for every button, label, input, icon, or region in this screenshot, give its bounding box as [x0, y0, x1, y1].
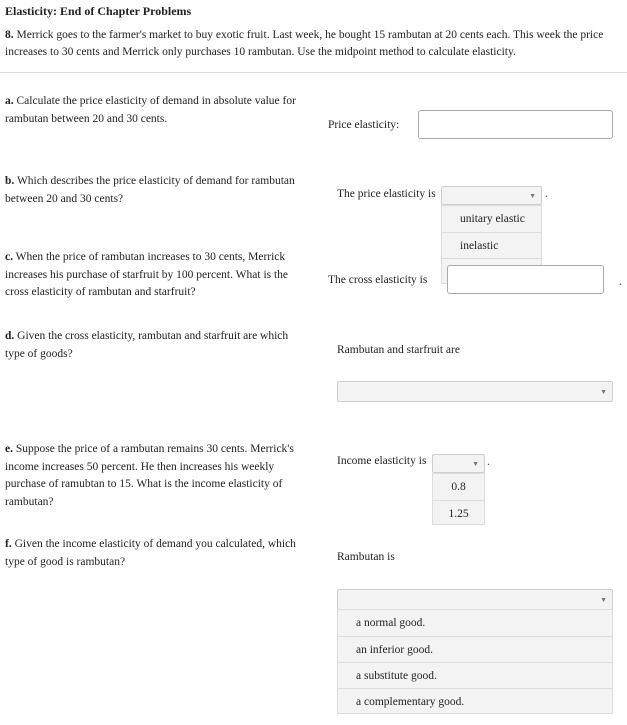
cross-elasticity-label: The cross elasticity is: [328, 274, 428, 286]
price-elasticity-input[interactable]: [418, 110, 613, 139]
question-letter: b.: [5, 175, 15, 187]
question-text: Suppose the price of a rambutan remains 30 cents. Merrick's income increases 50 percent. He then increases his weekly purchase of ramubtan to 15. What is the income elasticity of rambutan?: [5, 443, 294, 508]
question-letter: f.: [5, 538, 12, 550]
income-elasticity-label: Income elasticity is: [337, 455, 427, 467]
chevron-down-icon: ▼: [472, 459, 479, 468]
divider: [0, 72, 627, 73]
chevron-down-icon: ▼: [600, 595, 607, 604]
goods-type-select[interactable]: [337, 381, 613, 402]
income-elasticity-select[interactable]: [432, 454, 485, 473]
question-d: [5, 328, 305, 363]
option-substitute-good[interactable]: a substitute good.: [338, 662, 612, 688]
cross-elasticity-input[interactable]: [447, 265, 604, 294]
chevron-down-icon: ▼: [529, 191, 536, 200]
problem-number: 8.: [5, 29, 14, 41]
price-elasticity-type-label: The price elasticity is: [337, 188, 436, 200]
income-elasticity-options: [432, 473, 485, 525]
question-text: Which describes the price elasticity of demand for rambutan between 20 and 30 cents?: [5, 175, 295, 205]
question-text: Given the cross elasticity, rambutan and starfruit are which type of goods?: [5, 330, 289, 360]
price-elasticity-type-select[interactable]: [441, 186, 542, 205]
question-letter: e.: [5, 443, 13, 455]
question-c: [5, 249, 305, 302]
option-1-25[interactable]: 1.25: [433, 500, 484, 526]
question-b: [5, 173, 305, 208]
option-complementary-good[interactable]: a complementary good.: [338, 688, 612, 714]
question-letter: a.: [5, 95, 14, 107]
question-e: [5, 441, 305, 511]
good-type-label: Rambutan is: [337, 551, 395, 563]
question-letter: c.: [5, 251, 13, 263]
price-elasticity-label: Price elasticity:: [328, 119, 400, 131]
problem-intro: [5, 27, 615, 61]
option-unitary-elastic[interactable]: unitary elastic: [460, 213, 525, 225]
option-normal-good[interactable]: a normal good.: [356, 617, 426, 629]
goods-type-label: Rambutan and starfruit are: [337, 344, 460, 356]
sentence-period: .: [619, 274, 622, 288]
question-text: Given the income elasticity of demand you calculated, which type of good is rambutan?: [5, 538, 296, 568]
question-text: When the price of rambutan increases to 30 cents, Merrick increases his purchase of starfruit by 100 percent. What is the cross elasticity of rambutan and starfruit?: [5, 251, 289, 298]
problem-text: Merrick goes to the farmer's market to buy exotic fruit. Last week, he bought 15 rambutan at 20 cents each. This week the price increases to 30 cents and Merrick only purchases 10 rambutan. Use the midpoint method to calculate elasticity.: [5, 29, 604, 58]
chevron-down-icon: ▼: [600, 387, 607, 396]
option-inelastic[interactable]: inelastic: [442, 232, 541, 258]
sentence-period: .: [487, 454, 490, 468]
option-inferior-good[interactable]: an inferior good.: [338, 636, 612, 662]
page-title: Elasticity: End of Chapter Problems: [5, 4, 192, 18]
good-type-options: [337, 609, 613, 714]
sentence-period: .: [545, 186, 548, 200]
good-type-select[interactable]: [337, 589, 613, 610]
question-letter: d.: [5, 330, 15, 342]
question-f: [5, 536, 305, 571]
option-0-8[interactable]: 0.8: [451, 481, 466, 493]
question-text: Calculate the price elasticity of demand in absolute value for rambutan between 20 and 30 cents.: [5, 95, 296, 125]
question-a: [5, 93, 305, 128]
